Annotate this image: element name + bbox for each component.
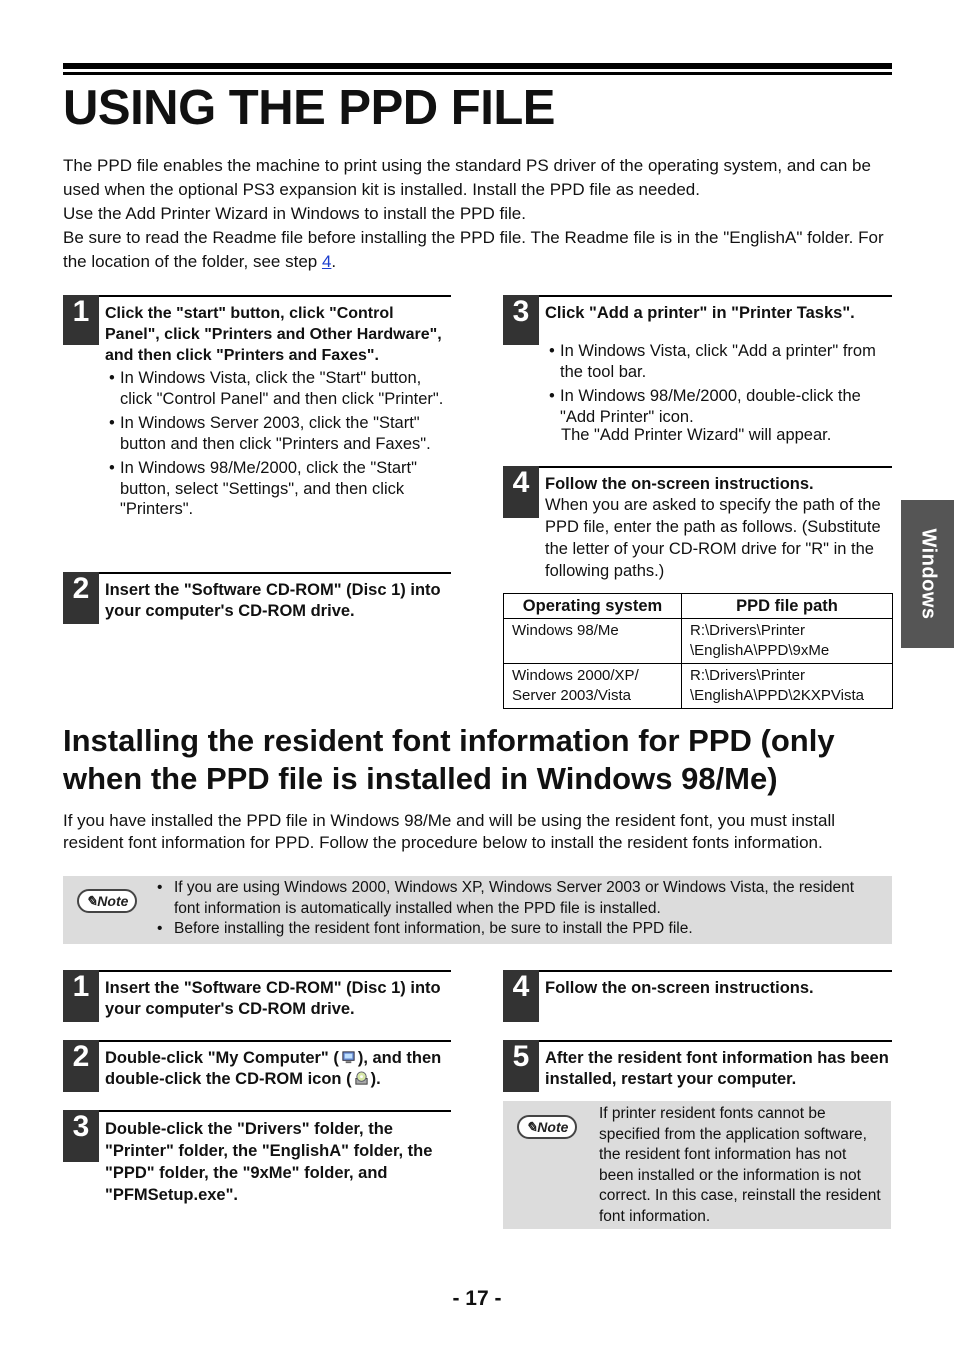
step-2 [63, 572, 451, 624]
page-title: USING THE PPD FILE [63, 81, 555, 135]
step-5b [503, 1040, 892, 1092]
ppd-path-table [503, 593, 893, 709]
note-list [157, 878, 877, 940]
step-title-part: ). [370, 1070, 381, 1088]
step-number: 4 [503, 466, 539, 518]
step-1 [63, 295, 451, 364]
note-icon: ✎Note [77, 889, 137, 913]
step-title [105, 1048, 451, 1090]
intro-text [63, 154, 893, 274]
computer-icon [341, 1050, 356, 1065]
cdrom-icon [354, 1071, 369, 1086]
step-3-bullets [549, 341, 889, 427]
list-item: • Before installing the resident font information, be sure to install the PPD file. [157, 919, 877, 940]
page-number: - 17 - [452, 1287, 502, 1310]
list-item: • In Windows Vista, click "Add a printer" from the tool bar. [549, 341, 889, 382]
step-3b [63, 1110, 451, 1204]
list-item: • In Windows Server 2003, click the "Start" button and then click "Printers and Faxes". [109, 413, 454, 454]
step-4b [503, 970, 892, 1022]
step-1-bullets [109, 368, 454, 524]
note-box [63, 876, 892, 944]
step-title: Insert the "Software CD-ROM" (Disc 1) into your computer's CD-ROM drive. [105, 979, 441, 1018]
table-header: Operating system [504, 594, 682, 619]
list-item: • If you are using Windows 2000, Windows XP, Windows Server 2003 or Windows Vista, the resident font information is automatically installed when the PPD file is installed. [157, 878, 877, 919]
table-cell: Windows 98/Me [504, 619, 682, 664]
step-title-part: Double-click "My Computer" ( [105, 1049, 339, 1067]
note-label: Note [97, 893, 129, 909]
step-title-part: ), and then double-click the CD-ROM icon ( [105, 1049, 442, 1088]
step-2b [63, 1040, 451, 1092]
note-icon: ✎Note [517, 1115, 577, 1139]
intro-line3 [63, 226, 893, 274]
step-number: 4 [503, 970, 539, 1022]
list-item: • In Windows 98/Me/2000, double-click the "Add Printer" icon. [549, 386, 889, 427]
intro-line3-end: . [331, 252, 337, 271]
step-4-body: When you are asked to specify the path of the PPD file, enter the path as follows. (Substitute the letter of your CD-ROM drive for "R" in the following paths.) [545, 496, 881, 580]
table-cell: R:\Drivers\Printer \EnglishA\PPD\2KXPVista [682, 664, 893, 709]
step-1b [63, 970, 451, 1022]
table-cell: R:\Drivers\Printer \EnglishA\PPD\9xMe [682, 619, 893, 664]
step-number: 3 [503, 295, 539, 345]
table-header: PPD file path [682, 594, 893, 619]
section-heading: Installing the resident font information for PPD (only when the PPD file is installed in Windows 98/Me) [63, 723, 835, 796]
step-number: 3 [63, 1110, 99, 1162]
step-title: After the resident font information has been installed, restart your computer. [545, 1049, 889, 1088]
table-cell: Windows 2000/XP/ Server 2003/Vista [504, 664, 682, 709]
note-text: If printer resident fonts cannot be specified from the application software, the resident font information has not been installed or the information is not correct. In this case, reinstall the resident font information. [599, 1105, 881, 1225]
intro-line2: Use the Add Printer Wizard in Windows to install the PPD file. [63, 204, 526, 223]
step-4-link[interactable]: 4 [321, 252, 332, 271]
note-label: Note [537, 1119, 569, 1135]
top-rule-thin [63, 72, 892, 75]
step-3 [503, 295, 892, 345]
step-number: 5 [503, 1040, 539, 1092]
intro-line1: The PPD file enables the machine to print using the standard PS driver of the operating system, and can be used when the optional PS3 expansion kit is installed. Install the PPD file as needed. [63, 156, 871, 199]
step-number: 1 [63, 295, 99, 345]
side-tab-windows [901, 500, 954, 648]
step-number: 2 [63, 572, 99, 624]
step-title: Click "Add a printer" in "Printer Tasks". [545, 304, 855, 322]
step-number: 1 [63, 970, 99, 1022]
side-tab-label: Windows [917, 528, 939, 620]
step-title: Insert the "Software CD-ROM" (Disc 1) into your computer's CD-ROM drive. [105, 581, 441, 620]
top-rule-thick [63, 63, 892, 69]
step-title: Double-click the "Drivers" folder, the "Printer" folder, the "EnglishA" folder, the "PPD" folder, the "9xMe" folder, and "PFMSetup.exe". [105, 1120, 433, 1204]
table-header-row [504, 594, 893, 619]
list-item: • In Windows Vista, click the "Start" button, click "Control Panel" and then click "Printer". [109, 368, 454, 409]
step-title: Follow the on-screen instructions. [545, 979, 814, 997]
note-box-2 [503, 1101, 891, 1229]
table-row [504, 619, 893, 664]
table-row [504, 664, 893, 709]
step-title: Click the "start" button, click "Control Panel", click "Printers and Other Hardware", and then click "Printers and Faxes". [105, 305, 442, 364]
intro-line3-text: Be sure to read the Readme file before installing the PPD file. The Readme file is in the "EnglishA" folder. For the location of the folder, see step [63, 228, 884, 271]
step-3-after: The "Add Printer Wizard" will appear. [561, 426, 832, 444]
list-item: • In Windows 98/Me/2000, click the "Start" button, select "Settings", and then click "Printers". [109, 458, 454, 520]
step-number: 2 [63, 1040, 99, 1092]
section-paragraph: If you have installed the PPD file in Windows 98/Me and will be using the resident font, you must install resident font information for PPD. Follow the procedure below to install the resident fonts information. [63, 811, 836, 852]
step-title: Follow the on-screen instructions. [545, 475, 814, 493]
